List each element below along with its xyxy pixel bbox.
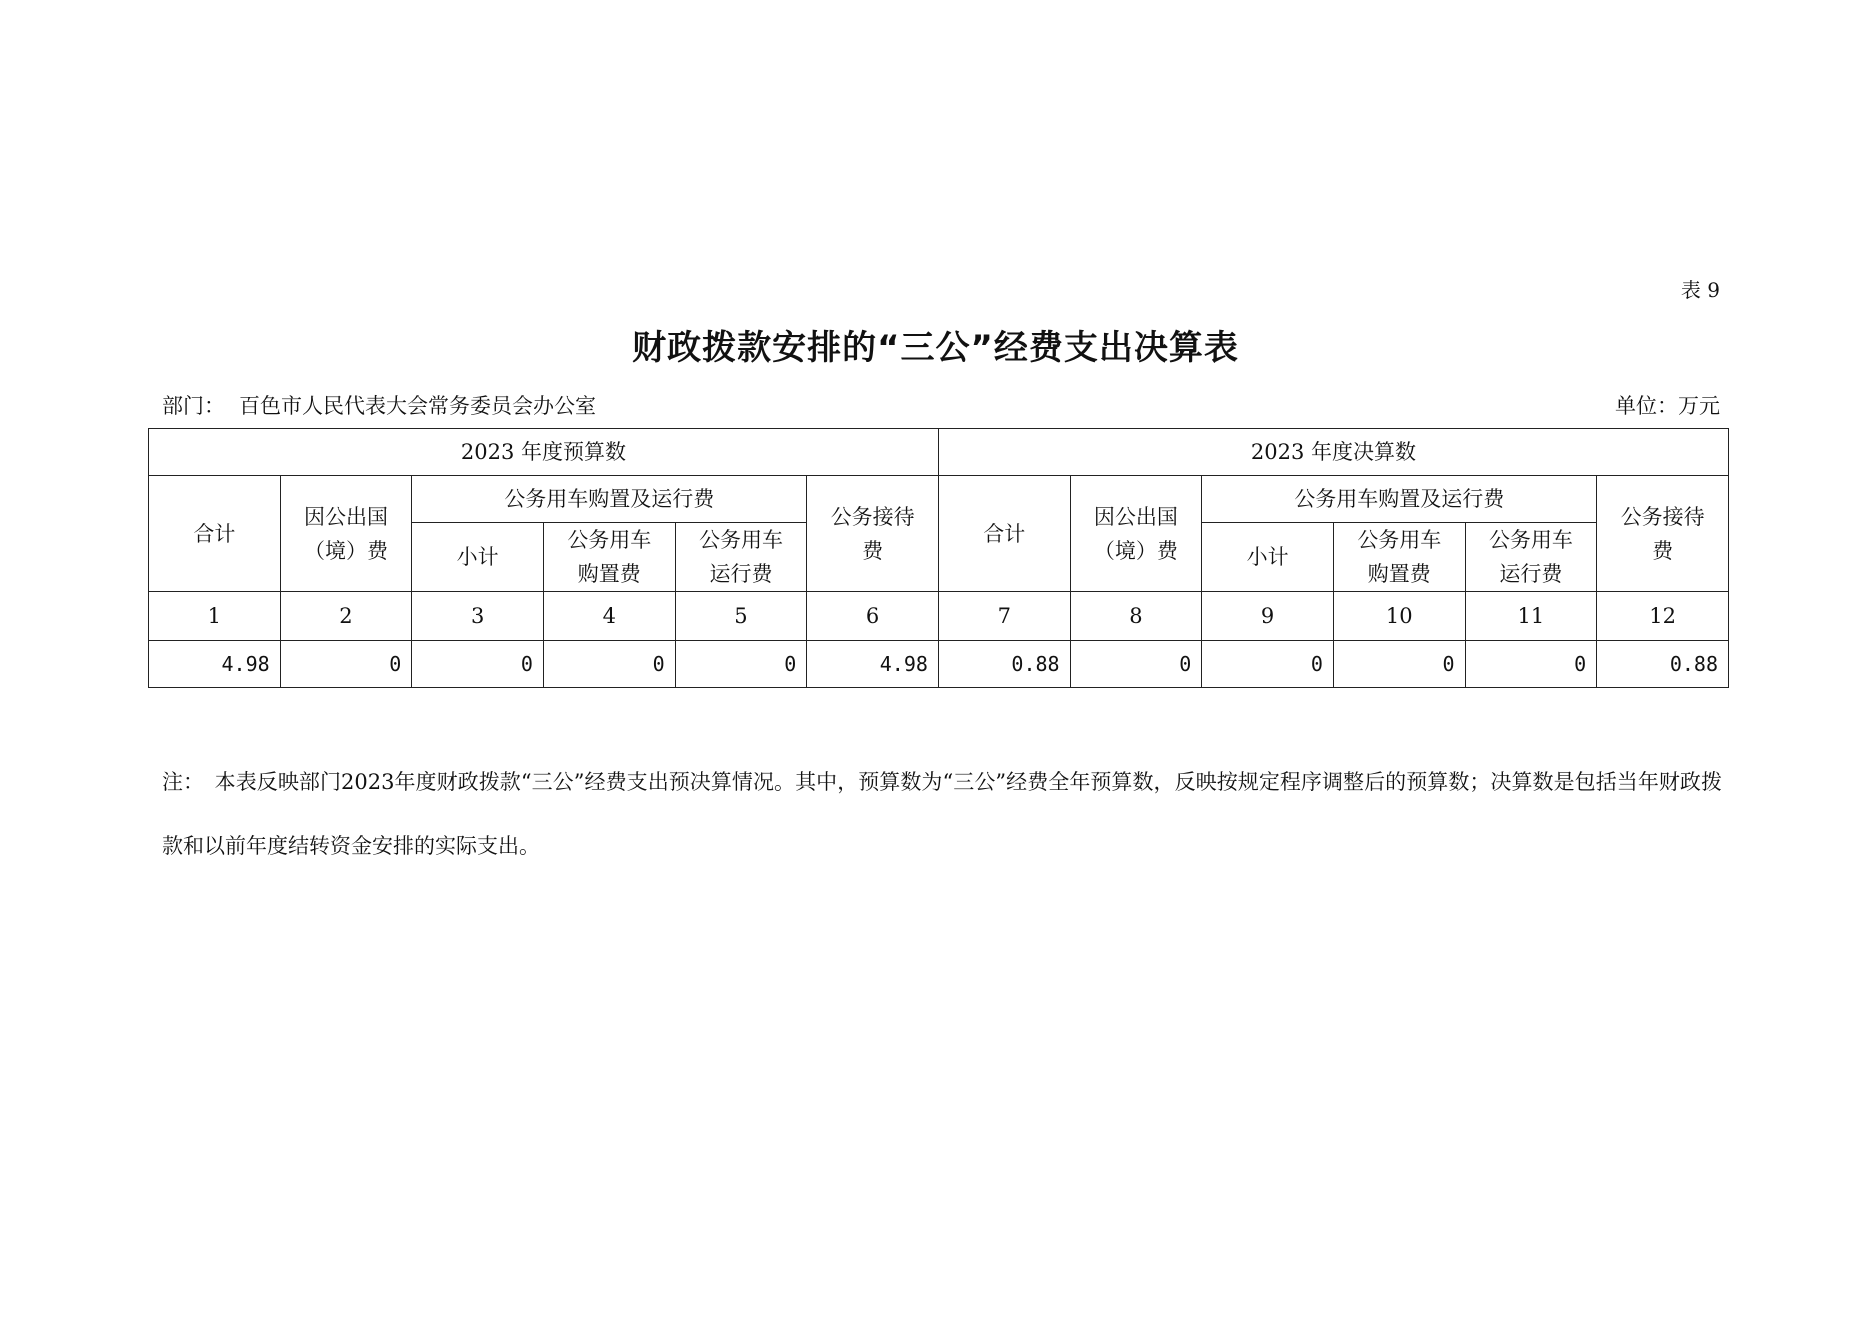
column-header-row [149,476,1729,523]
value-cell: 0 [1202,641,1334,688]
index-cell: 7 [938,592,1070,641]
index-cell: 12 [1597,592,1729,641]
value-row [149,641,1729,688]
index-cell: 4 [543,592,675,641]
index-cell: 5 [675,592,807,641]
final-total-header: 合计 [938,476,1070,592]
budget-abroad-header: 因公出国 （境）费 [280,476,412,592]
index-cell: 1 [149,592,281,641]
budget-vehicle-group-header: 公务用车购置及运行费 [412,476,807,523]
budget-total-header: 合计 [149,476,281,592]
final-vehicle-purchase-header: 公务用车 购置费 [1333,523,1465,592]
department-label: 部门： [162,394,225,418]
index-row [149,592,1729,641]
value-cell: 4.98 [149,641,281,688]
index-cell: 2 [280,592,412,641]
value-cell: 0.88 [1597,641,1729,688]
index-cell: 6 [807,592,939,641]
value-cell: 0 [675,641,807,688]
department-value: 百色市人民代表大会常务委员会办公室 [239,394,596,418]
budget-vehicle-operation-header: 公务用车 运行费 [675,523,807,592]
page-title: 财政拨款安排的“三公”经费支出决算表 [632,328,1239,368]
final-vehicle-operation-header: 公务用车 运行费 [1465,523,1597,592]
group-header-row [149,429,1729,476]
unit-label: 单位：万元 [1615,394,1720,418]
department-line [162,390,596,420]
value-cell: 0 [1070,641,1202,688]
value-cell: 0 [412,641,544,688]
final-vehicle-group-header: 公务用车购置及运行费 [1202,476,1597,523]
budget-subtotal-header: 小计 [412,523,544,592]
index-cell: 10 [1333,592,1465,641]
value-cell: 0 [1333,641,1465,688]
value-cell: 0 [543,641,675,688]
footnote: 注： 本表反映部门2023年度财政拨款“三公”经费支出预决算情况。其中，预算数为“三公”经费全年预算数，反映按规定程序调整后的预算数；决算数是包括当年财政拨款和以前年度结转资金安排的实际支出。 [162,770,1722,858]
final-abroad-header: 因公出国 （境）费 [1070,476,1202,592]
index-cell: 11 [1465,592,1597,641]
value-cell: 0 [280,641,412,688]
value-cell: 4.98 [807,641,939,688]
budget-group-header: 2023 年度预算数 [149,429,939,476]
index-cell: 9 [1202,592,1334,641]
table-number: 表 9 [1680,278,1720,302]
final-reception-header: 公务接待 费 [1597,476,1729,592]
expenditure-table [148,428,1729,688]
budget-vehicle-purchase-header: 公务用车 购置费 [543,523,675,592]
budget-reception-header: 公务接待 费 [807,476,939,592]
final-group-header: 2023 年度决算数 [938,429,1728,476]
value-cell: 0 [1465,641,1597,688]
index-cell: 3 [412,592,544,641]
value-cell: 0.88 [938,641,1070,688]
index-cell: 8 [1070,592,1202,641]
final-subtotal-header: 小计 [1202,523,1334,592]
